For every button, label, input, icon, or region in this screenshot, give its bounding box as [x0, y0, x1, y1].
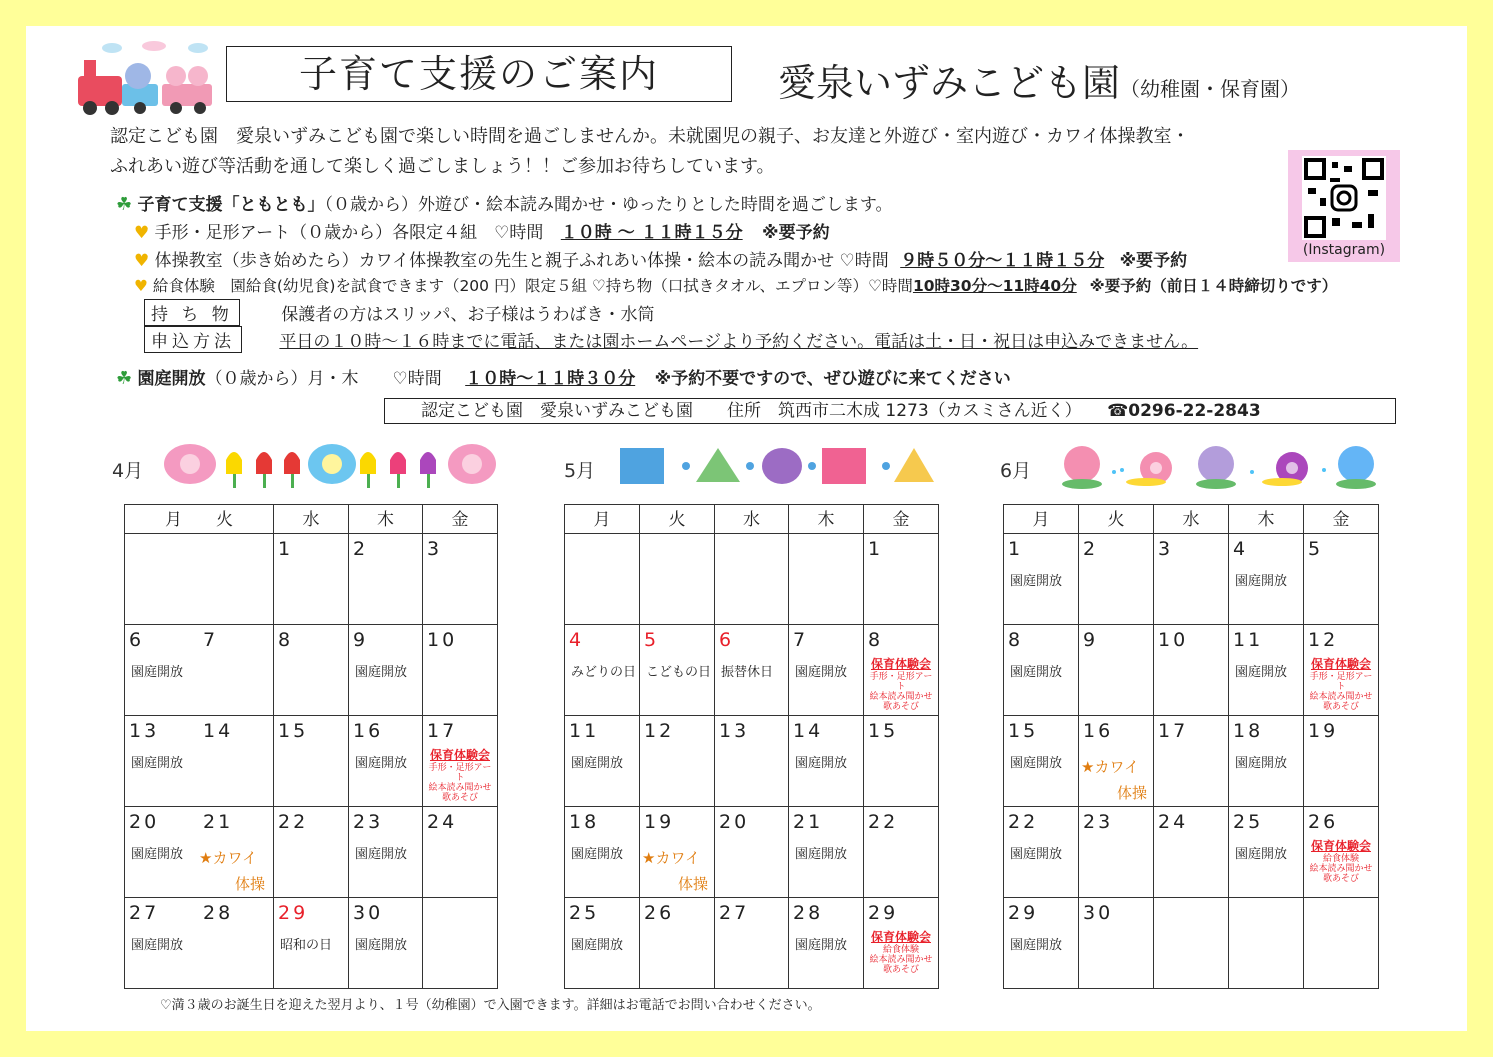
- calendar-day-cell: [1154, 625, 1229, 716]
- event-label: 園庭開放: [795, 756, 848, 771]
- calendar-day-cell: [640, 534, 715, 625]
- weekday-header: 火: [1079, 505, 1154, 534]
- calendar-day-cell: [349, 807, 423, 898]
- support-desc: （０歳から）外遊び・絵本読み聞かせ・ゆったりとした時間を過ごします。: [324, 195, 893, 215]
- trial-line: 歌あそび: [882, 702, 919, 712]
- day-number: 2: [353, 538, 369, 560]
- day-number: 21: [793, 811, 824, 833]
- calendar-day-cell: [789, 898, 864, 989]
- calendar-day-cell: [423, 534, 498, 625]
- calendar-day-cell: [565, 625, 640, 716]
- calendar-day-cell: [715, 625, 789, 716]
- april-calendar: [124, 504, 498, 989]
- kawai-event-label: ★カワイ: [1081, 758, 1139, 776]
- calendar-week-row: [565, 534, 939, 625]
- calendar-day-cell: [565, 898, 640, 989]
- calendar-week-row: [1004, 898, 1379, 989]
- day-number: 30: [353, 902, 384, 924]
- day-number: 28: [203, 902, 234, 924]
- calendar-day-cell: [1229, 625, 1304, 716]
- event-label: 園庭開放: [355, 756, 408, 771]
- day-number: 22: [1008, 811, 1039, 833]
- intro-text: [110, 122, 1430, 182]
- calendar-day-cell: [1304, 898, 1379, 989]
- day-number: 14: [793, 720, 824, 742]
- garden-time: １０時～１１時３０分: [465, 369, 636, 389]
- weekday-header: 水: [274, 505, 349, 534]
- calendar-day-cell: [715, 898, 789, 989]
- trial-line: 手形・足形アート: [428, 763, 492, 783]
- event-label: 園庭開放: [1235, 756, 1288, 771]
- calendar-day-cell: [864, 625, 939, 716]
- weekday-header: 月: [1004, 505, 1079, 534]
- belongings-text: 保護者の方はスリッパ、お子様はうわばき・水筒: [281, 305, 655, 325]
- event-label: 園庭開放: [1235, 847, 1288, 862]
- day-number: 9: [1083, 629, 1099, 651]
- event-label: 園庭開放: [795, 847, 848, 862]
- calendar-day-cell: [423, 898, 498, 989]
- day-number: 6: [129, 629, 145, 651]
- trial-line: 絵本読み聞かせ: [1309, 692, 1373, 702]
- calendar-day-cell: [349, 625, 423, 716]
- weekday-header: 木: [789, 505, 864, 534]
- june-calendar: [1003, 504, 1379, 989]
- trial-title: 保育体験会: [870, 930, 931, 944]
- calendar-day-cell: [1004, 807, 1079, 898]
- event-label: 園庭開放: [1010, 847, 1063, 862]
- intro-line-1: 認定こども園 愛泉いずみこども園で楽しい時間を過ごしませんか。未就園児の親子、お友達と外遊び・室内遊び・カワイ体操教室・: [110, 126, 1190, 147]
- june-decoration: [1056, 442, 1384, 492]
- day-number: 24: [1158, 811, 1189, 833]
- calendar-day-cell: [565, 716, 640, 807]
- calendar-day-cell: [125, 625, 274, 716]
- kawai-event-label-2: 体操: [678, 875, 709, 893]
- trial-line: 絵本読み聞かせ: [428, 783, 492, 793]
- day-number: 27: [719, 902, 750, 924]
- day-number: 23: [1083, 811, 1114, 833]
- day-number: 15: [1008, 720, 1039, 742]
- event-label: 園庭開放: [795, 665, 848, 680]
- calendar-day-cell: [274, 716, 349, 807]
- day-number: 20: [719, 811, 750, 833]
- calendar-day-cell: [1154, 807, 1229, 898]
- event-label: 振替休日: [721, 665, 774, 680]
- weekday-header: 水: [1154, 505, 1229, 534]
- day-number: 9: [353, 629, 369, 651]
- calendar-day-cell: [565, 534, 640, 625]
- calendar-day-cell: [565, 807, 640, 898]
- event-label: 園庭開放: [1235, 574, 1288, 589]
- day-number: 1: [278, 538, 294, 560]
- trial-line: 給食体験: [882, 945, 919, 955]
- event-label: 園庭開放: [1235, 665, 1288, 680]
- weekday-header: 木: [349, 505, 423, 534]
- day-number: 14: [203, 720, 234, 742]
- calendar-day-cell: [349, 898, 423, 989]
- calendar-day-cell: [1229, 807, 1304, 898]
- day-number: 29: [868, 902, 899, 924]
- event-label: 園庭開放: [131, 938, 184, 953]
- day-number: 5: [644, 629, 660, 651]
- day-number: 3: [427, 538, 443, 560]
- day-number: 19: [1308, 720, 1339, 742]
- day-number: 19: [644, 811, 675, 833]
- weekday-header: 金: [864, 505, 939, 534]
- day-number: 21: [203, 811, 234, 833]
- calendar-day-cell: [125, 807, 274, 898]
- calendar-day-cell: [1229, 898, 1304, 989]
- item-note: ※要予約: [762, 223, 830, 243]
- weekday-header: 水: [715, 505, 789, 534]
- day-number: 28: [793, 902, 824, 924]
- calendar-day-cell: [789, 534, 864, 625]
- day-number: 27: [129, 902, 160, 924]
- calendar-day-cell: [1154, 534, 1229, 625]
- garden-note: ※予約不要ですので、ぜひ遊びに来てください: [654, 369, 1011, 389]
- calendar-day-cell: [423, 625, 498, 716]
- trial-title: 保育体験会: [429, 748, 490, 762]
- heart-icon: ♥: [134, 223, 150, 243]
- address-box: [384, 398, 1396, 424]
- garden-title: 園庭開放: [137, 369, 206, 389]
- calendar-day-cell: [423, 807, 498, 898]
- calendar-day-cell: [864, 807, 939, 898]
- event-label: 園庭開放: [1010, 574, 1063, 589]
- calendar-day-cell: [1154, 716, 1229, 807]
- garden-open-heading: [116, 364, 1011, 389]
- item-note: ※要予約（前日１４時締切りです）: [1089, 277, 1338, 295]
- heart-icon: ♥: [134, 277, 148, 295]
- event-label: 園庭開放: [1010, 756, 1063, 771]
- address-text: 認定こども園 愛泉いずみこども園 住所 筑西市二木成 1273（カスミさん近く）: [421, 401, 1082, 421]
- apply-text: 平日の１０時～１６時までに電話、または園ホームページより予約ください。電話は土・日・祝日は申込みできません。: [279, 332, 1199, 352]
- day-number: 15: [278, 720, 309, 742]
- event-label: 園庭開放: [355, 938, 408, 953]
- day-number: 7: [203, 629, 219, 651]
- school-name: 愛泉いずみこども園（幼稚園・保育園）: [778, 61, 1301, 105]
- day-number: 17: [1158, 720, 1189, 742]
- calendar-week-row: [565, 625, 939, 716]
- calendar-day-cell: [1079, 898, 1154, 989]
- garden-desc: （０歳から）月・木 ♡時間: [205, 369, 442, 389]
- day-number: 7: [793, 629, 809, 651]
- calendar-day-cell: [1079, 534, 1154, 625]
- apply-row: [144, 326, 1198, 353]
- trial-line: 絵本読み聞かせ: [1309, 864, 1373, 874]
- day-number: 22: [868, 811, 899, 833]
- april-decoration: [160, 436, 500, 492]
- day-number: 18: [1233, 720, 1264, 742]
- day-number: 8: [1008, 629, 1024, 651]
- day-number: 16: [353, 720, 384, 742]
- kawai-event-label-2: 体操: [1117, 784, 1148, 802]
- calendar-day-cell: [1229, 716, 1304, 807]
- day-number: 11: [569, 720, 600, 742]
- event-label: 園庭開放: [131, 756, 184, 771]
- calendar-week-row: [1004, 807, 1379, 898]
- weekday-header: 月: [565, 505, 640, 534]
- trial-event-label: [868, 657, 934, 712]
- may-calendar: [564, 504, 939, 989]
- calendar-week-row: [565, 898, 939, 989]
- item-text: 手形・足形アート（０歳から）各限定４組 ♡時間: [154, 223, 544, 243]
- instagram-qr-code[interactable]: [1288, 150, 1400, 262]
- may-decoration: [614, 442, 938, 492]
- calendar-week-row: [1004, 625, 1379, 716]
- calendar-day-cell: [1229, 534, 1304, 625]
- calendar-day-cell: [1004, 898, 1079, 989]
- weekday-header: 月 火: [125, 505, 274, 534]
- day-number: 26: [644, 902, 675, 924]
- calendar-day-cell: [423, 716, 498, 807]
- day-number: 12: [644, 720, 675, 742]
- item-text: 体操教室（歩き始めたら）カワイ体操教室の先生と親子ふれあい体操・絵本の読み聞かせ ♡時間: [154, 251, 889, 271]
- event-label: 園庭開放: [355, 847, 408, 862]
- item-time: １０時 ～ １１時１５分: [560, 223, 743, 243]
- calendar-day-cell: [789, 625, 864, 716]
- calendar-day-cell: [715, 807, 789, 898]
- kawai-event-label-2: 体操: [235, 875, 266, 893]
- day-number: 6: [719, 629, 735, 651]
- support-item-handprint: [134, 218, 830, 243]
- trial-line: 絵本読み聞かせ: [869, 692, 933, 702]
- qr-label: (Instagram): [1302, 242, 1386, 258]
- event-label: 園庭開放: [571, 938, 624, 953]
- day-number: 20: [129, 811, 160, 833]
- calendar-week-row: [125, 534, 498, 625]
- item-time: 10時30分～11時40分: [912, 277, 1077, 295]
- trial-event-label: [868, 930, 934, 975]
- calendar-day-cell: [1004, 625, 1079, 716]
- support-item-lunch: [134, 274, 1337, 296]
- trial-event-label: [1308, 839, 1374, 884]
- calendar-day-cell: [274, 534, 349, 625]
- calendar-day-cell: [789, 716, 864, 807]
- calendar-day-cell: [274, 898, 349, 989]
- day-number: 25: [1233, 811, 1264, 833]
- event-label: 昭和の日: [280, 938, 333, 953]
- event-label: みどりの日: [571, 665, 637, 680]
- calendar-day-cell: [864, 898, 939, 989]
- calendar-day-cell: [1004, 716, 1079, 807]
- page-title: 子育て支援のご案内: [226, 46, 732, 102]
- calendar-day-cell: [1079, 625, 1154, 716]
- trial-line: 歌あそび: [1322, 702, 1359, 712]
- calendar-day-cell: [1304, 807, 1379, 898]
- calendar-day-cell: [1079, 716, 1154, 807]
- day-number: 23: [353, 811, 384, 833]
- item-note: ※要予約: [1119, 251, 1188, 271]
- event-label: こどもの日: [646, 665, 712, 680]
- day-number: 13: [129, 720, 160, 742]
- heart-icon: ♥: [134, 251, 150, 271]
- calendar-week-row: [1004, 716, 1379, 807]
- day-number: 4: [1233, 538, 1249, 560]
- calendar-day-cell: [1304, 716, 1379, 807]
- event-label: 園庭開放: [571, 756, 624, 771]
- day-number: 13: [719, 720, 750, 742]
- calendar-day-cell: [1304, 625, 1379, 716]
- clover-icon: ☘: [116, 368, 133, 389]
- support-heading: [116, 190, 893, 215]
- month-label-may: 5月: [564, 460, 596, 482]
- day-number: 30: [1083, 902, 1114, 924]
- calendar-day-cell: [864, 534, 939, 625]
- calendar-day-cell: [864, 716, 939, 807]
- weekday-header: 金: [423, 505, 498, 534]
- day-number: 2: [1083, 538, 1099, 560]
- footnote: ♡満３歳のお誕生日を迎えた翌月より、１号（幼稚園）で入園できます。詳細はお電話でお問い合わせください。: [160, 998, 821, 1013]
- calendar-day-cell: [1304, 534, 1379, 625]
- trial-title: 保育体験会: [870, 657, 931, 671]
- trial-line: 給食体験: [1322, 854, 1359, 864]
- support-title: 子育て支援「ともとも」: [137, 195, 325, 215]
- trial-event-label: [1308, 657, 1374, 712]
- calendar-day-cell: [125, 534, 274, 625]
- day-number: 11: [1233, 629, 1264, 651]
- calendar-day-cell: [640, 807, 715, 898]
- day-number: 4: [569, 629, 585, 651]
- calendar-day-cell: [349, 534, 423, 625]
- calendar-day-cell: [125, 898, 274, 989]
- calendar-day-cell: [715, 534, 789, 625]
- day-number: 16: [1083, 720, 1114, 742]
- trial-line: 手形・足形アート: [1309, 672, 1373, 692]
- event-label: 園庭開放: [131, 847, 184, 862]
- day-number: 22: [278, 811, 309, 833]
- trial-line: 歌あそび: [1322, 874, 1359, 884]
- kawai-event-label: ★カワイ: [199, 849, 257, 867]
- day-number: 17: [427, 720, 458, 742]
- event-label: 園庭開放: [131, 665, 184, 680]
- calendar-week-row: [565, 716, 939, 807]
- trial-title: 保育体験会: [1310, 839, 1371, 853]
- day-number: 8: [868, 629, 884, 651]
- calendar-day-cell: [349, 716, 423, 807]
- item-text: 給食体験 園給食(幼児食)を試食できます（200 円）限定５組 ♡持ち物（口拭きタオル、エプロン等）♡時間: [152, 277, 913, 295]
- day-number: 1: [868, 538, 884, 560]
- event-label: 園庭開放: [571, 847, 624, 862]
- calendar-day-cell: [640, 898, 715, 989]
- calendar-week-row: [125, 898, 498, 989]
- calendar-day-cell: [1079, 807, 1154, 898]
- trial-line: 手形・足形アート: [869, 672, 933, 692]
- day-number: 10: [1158, 629, 1189, 651]
- weekday-header: 金: [1304, 505, 1379, 534]
- day-number: 18: [569, 811, 600, 833]
- intro-line-2: ふれあい遊び等活動を通して楽しく過ごしましょう！！ご参加お待ちしています。: [110, 156, 775, 177]
- belongings-label: 持 ち 物: [144, 299, 240, 326]
- day-number: 15: [868, 720, 899, 742]
- apply-label: 申込方法: [144, 326, 242, 353]
- event-label: 園庭開放: [1010, 665, 1063, 680]
- day-number: 3: [1158, 538, 1174, 560]
- event-label: 園庭開放: [795, 938, 848, 953]
- calendar-week-row: [125, 807, 498, 898]
- train-illustration: [72, 40, 220, 120]
- calendar-day-cell: [1154, 898, 1229, 989]
- clover-icon: ☘: [116, 194, 133, 215]
- calendar-day-cell: [1004, 534, 1079, 625]
- trial-line: 絵本読み聞かせ: [869, 955, 933, 965]
- calendar-week-row: [1004, 534, 1379, 625]
- trial-line: 歌あそび: [441, 793, 478, 803]
- trial-event-label: [427, 748, 493, 803]
- day-number: 26: [1308, 811, 1339, 833]
- phone-number[interactable]: ☎0296-22-2843: [1107, 401, 1261, 421]
- event-label: 園庭開放: [1010, 938, 1063, 953]
- calendar-week-row: [565, 807, 939, 898]
- day-number: 5: [1308, 538, 1324, 560]
- calendar-week-row: [125, 625, 498, 716]
- calendar-day-cell: [125, 716, 274, 807]
- weekday-header: 火: [640, 505, 715, 534]
- weekday-header: 木: [1229, 505, 1304, 534]
- support-item-exercise: [134, 246, 1187, 271]
- day-number: 29: [278, 902, 309, 924]
- calendar-day-cell: [274, 625, 349, 716]
- school-type: （幼稚園・保育園）: [1120, 77, 1301, 101]
- trial-title: 保育体験会: [1310, 657, 1371, 671]
- event-label: 園庭開放: [355, 665, 408, 680]
- calendar-day-cell: [789, 807, 864, 898]
- calendar-day-cell: [715, 716, 789, 807]
- trial-line: 歌あそび: [882, 965, 919, 975]
- day-number: 12: [1308, 629, 1339, 651]
- day-number: 24: [427, 811, 458, 833]
- calendar-day-cell: [274, 807, 349, 898]
- calendar-day-cell: [640, 716, 715, 807]
- day-number: 10: [427, 629, 458, 651]
- kawai-event-label: ★カワイ: [642, 849, 700, 867]
- calendar-day-cell: [640, 625, 715, 716]
- day-number: 29: [1008, 902, 1039, 924]
- month-label-april: 4月: [112, 460, 144, 482]
- month-label-june: 6月: [1000, 460, 1032, 482]
- day-number: 1: [1008, 538, 1024, 560]
- day-number: 8: [278, 629, 294, 651]
- belongings-row: [144, 299, 655, 326]
- qr-code-image: [1302, 156, 1386, 240]
- item-time: ９時５０分～１１時１５分: [900, 251, 1105, 271]
- calendar-week-row: [125, 716, 498, 807]
- day-number: 25: [569, 902, 600, 924]
